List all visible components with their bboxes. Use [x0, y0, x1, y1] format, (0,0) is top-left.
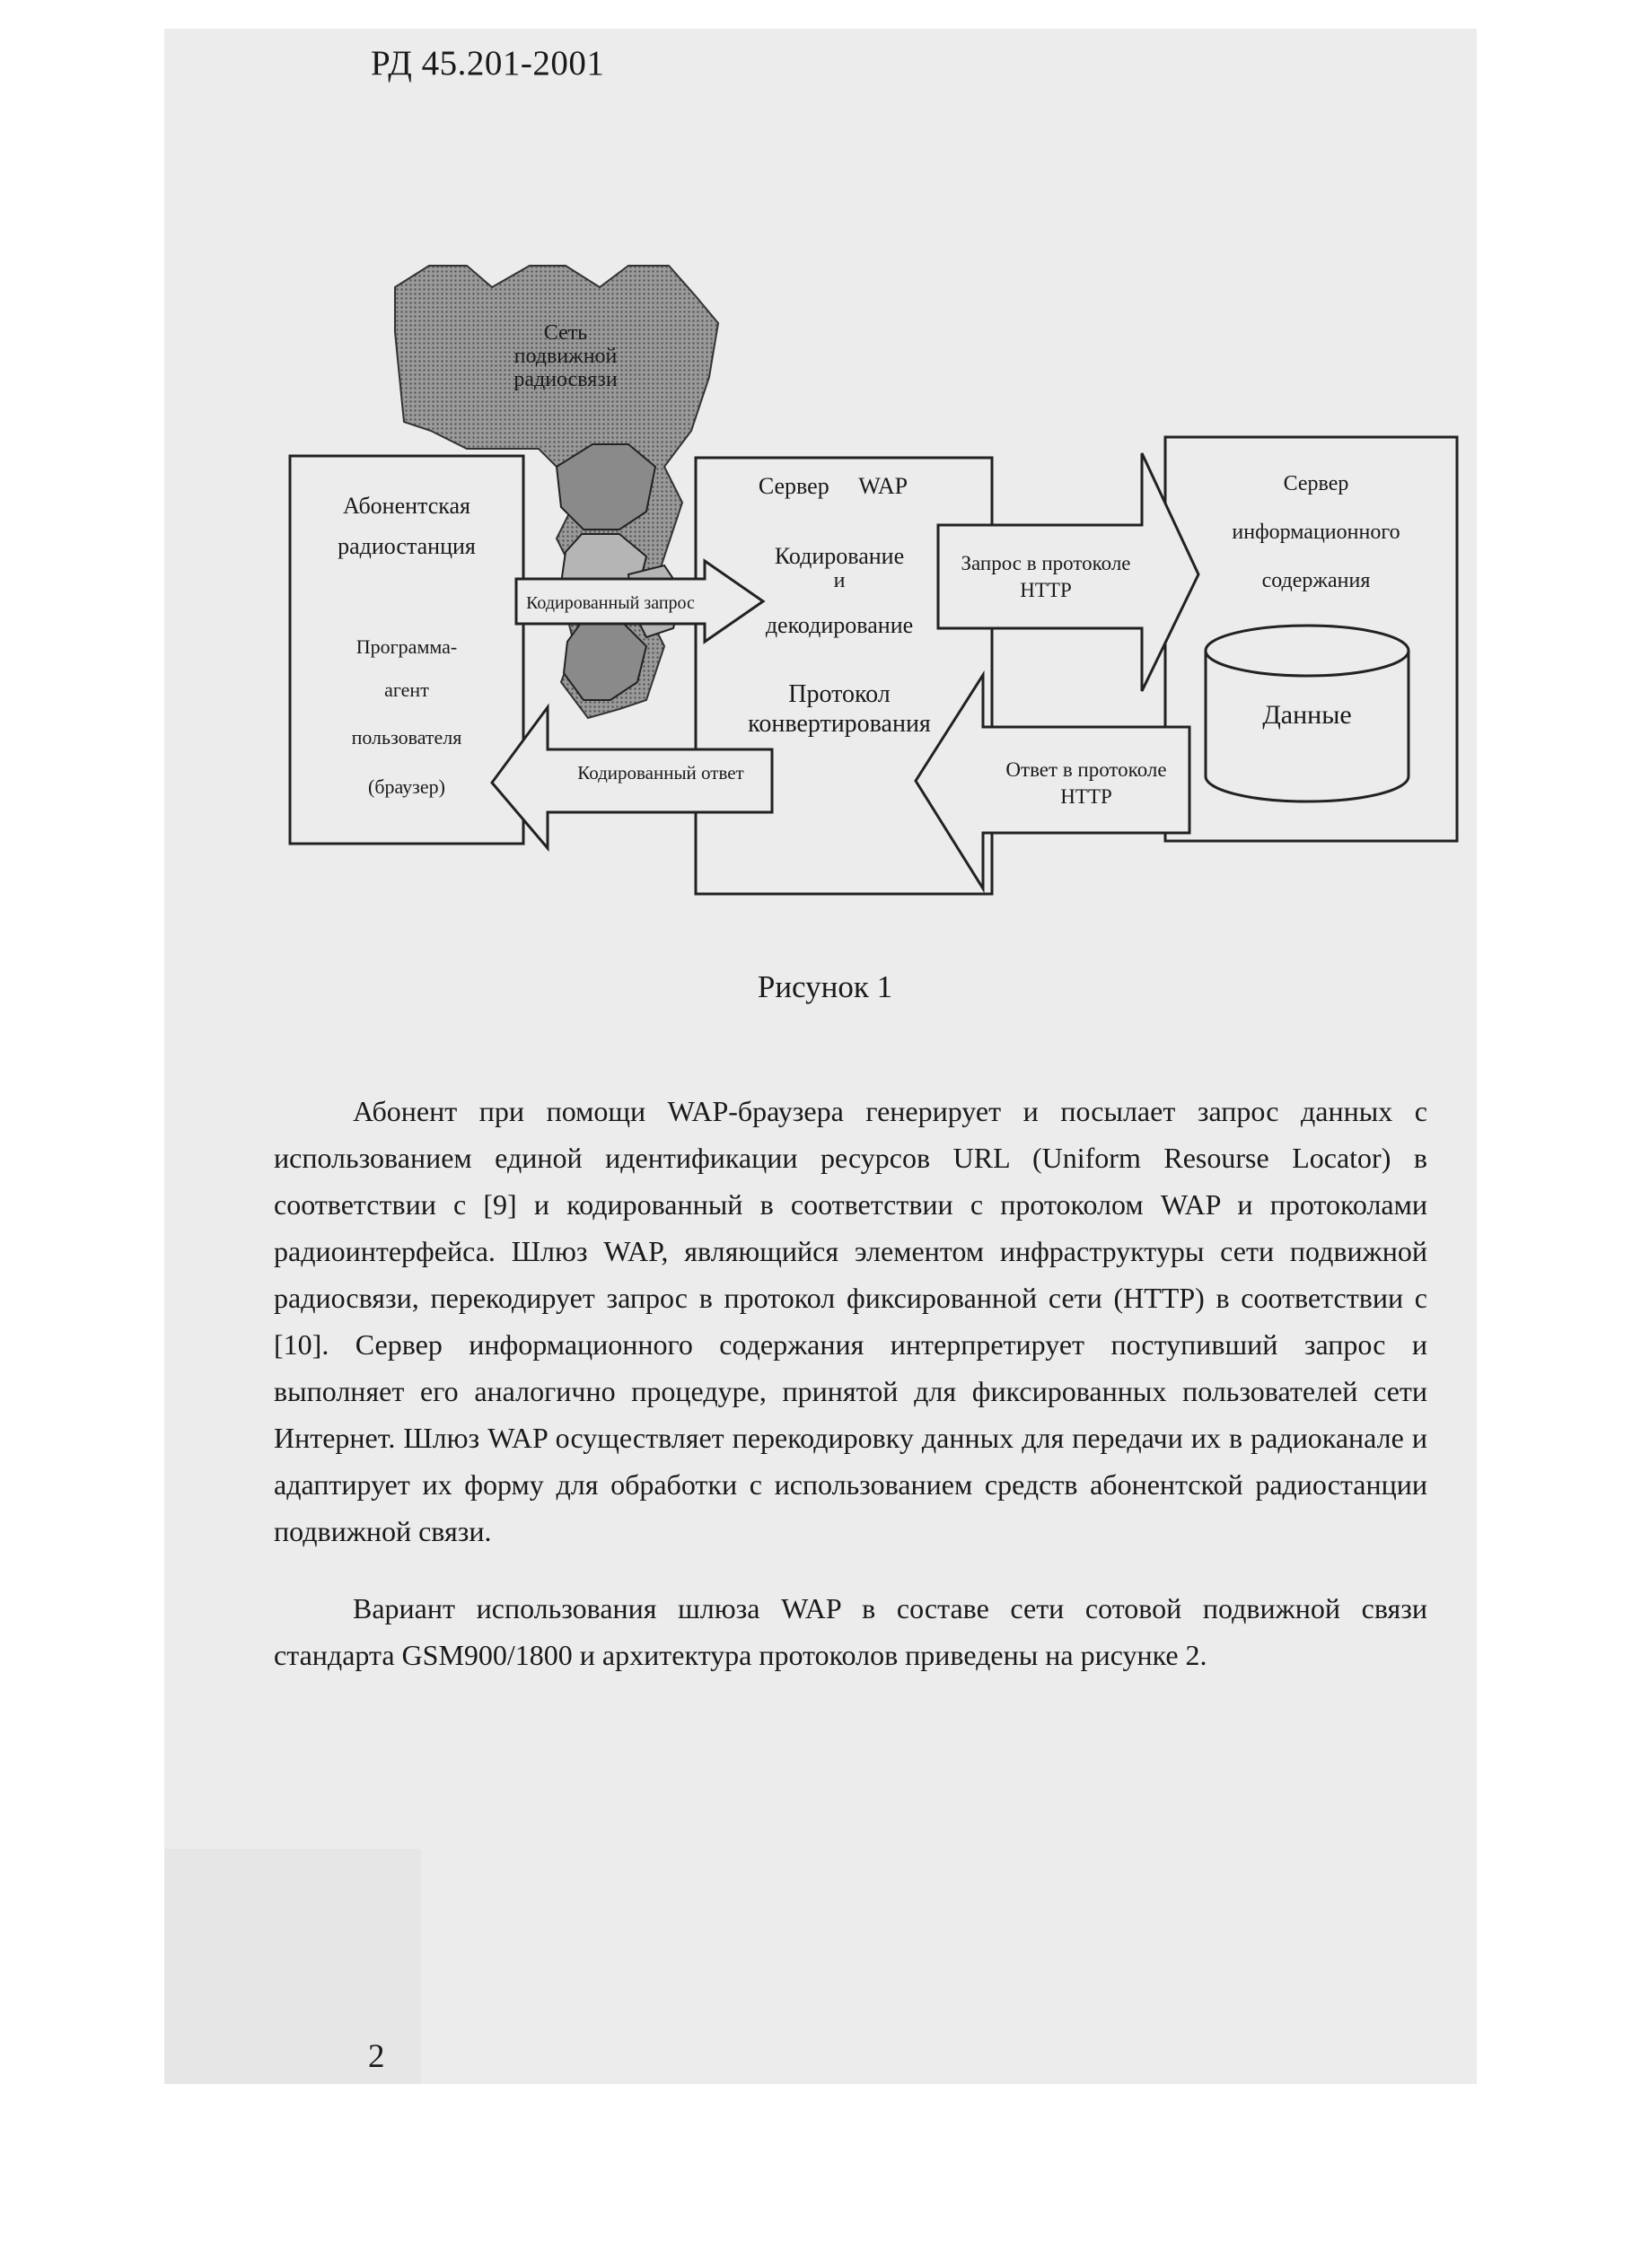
database-cylinder: [1206, 626, 1409, 801]
agent-label-line-4: (браузер): [368, 775, 445, 798]
http-response-line-2: HTTP: [1060, 785, 1112, 808]
agent-label-line-1: Программа-: [355, 635, 458, 658]
subscriber-station-box: [290, 456, 523, 844]
encoded-request-label: Кодированный запрос: [526, 593, 695, 613]
network-label-line-2: подвижной: [513, 345, 618, 368]
database-label: Данные: [1262, 700, 1352, 730]
content-server-line-2: информационного: [1232, 521, 1400, 544]
coding-label-line-3: декодирование: [765, 612, 914, 638]
http-request-line-2: HTTP: [1020, 579, 1072, 601]
agent-label-line-2: агент: [384, 679, 429, 701]
coding-label-line-2: и: [833, 569, 846, 592]
protocol-label-line-2: конвертирования: [748, 710, 931, 738]
wap-server-title: Сервер WAP: [758, 473, 908, 499]
body-paragraph-2: Вариант использования шлюза WAP в составе сети сотовой подвижной связи стандарта GSM900/1800 и архитектура протоколов приведены на рисунке 2.: [274, 1592, 1427, 1671]
encoded-response-label: Кодированный ответ: [577, 762, 744, 784]
subscriber-title-line-2: радиостанция: [338, 533, 476, 559]
page-number: 2: [368, 2038, 385, 2075]
network-label-line-1: Сеть: [543, 321, 588, 345]
figure-caption: Рисунок 1: [757, 969, 893, 1004]
document-header: РД 45.201-2001: [371, 44, 605, 83]
content-server-line-3: содержания: [1261, 569, 1371, 592]
http-response-line-1: Ответ в протоколе: [1005, 758, 1167, 781]
subscriber-title-line-1: Абонентская: [342, 493, 471, 519]
protocol-label-line-1: Протокол: [788, 680, 891, 708]
coding-label-line-1: Кодирование: [774, 543, 905, 569]
agent-label-line-3: пользователя: [351, 726, 462, 749]
content-server-box: [1165, 437, 1457, 841]
body-paragraph-1: Абонент при помощи WAP-браузера генерирует и посылает запрос данных с использованием единой идентификации ресурсов URL (Uniform Resourse Locator) в соответствии с [9] и кодированный в соответствии с протоколом WAP и протоколами радиоинтерфейса. Шлюз WAP, являющийся элементом инфраструктуры сети подвижной радиосвязи, перекодирует запрос в протокол фиксированной сети (HTTP) в соответствии с [10]. Сервер информационного содержания интерпретирует поступивший запрос и выполняет его аналогично процедуре, принятой для фиксированных пользователей сети Интернет. Шлюз WAP осуществляет перекодировку данных для передачи их в радиоканале и адаптирует их форму для обработки с использованием средств абонентской радиостанции подвижной связи.: [274, 1095, 1427, 1547]
content-server-line-1: Сервер: [1283, 472, 1349, 495]
network-label-line-3: радиосвязи: [513, 368, 618, 391]
http-request-line-1: Запрос в протоколе: [961, 552, 1131, 574]
